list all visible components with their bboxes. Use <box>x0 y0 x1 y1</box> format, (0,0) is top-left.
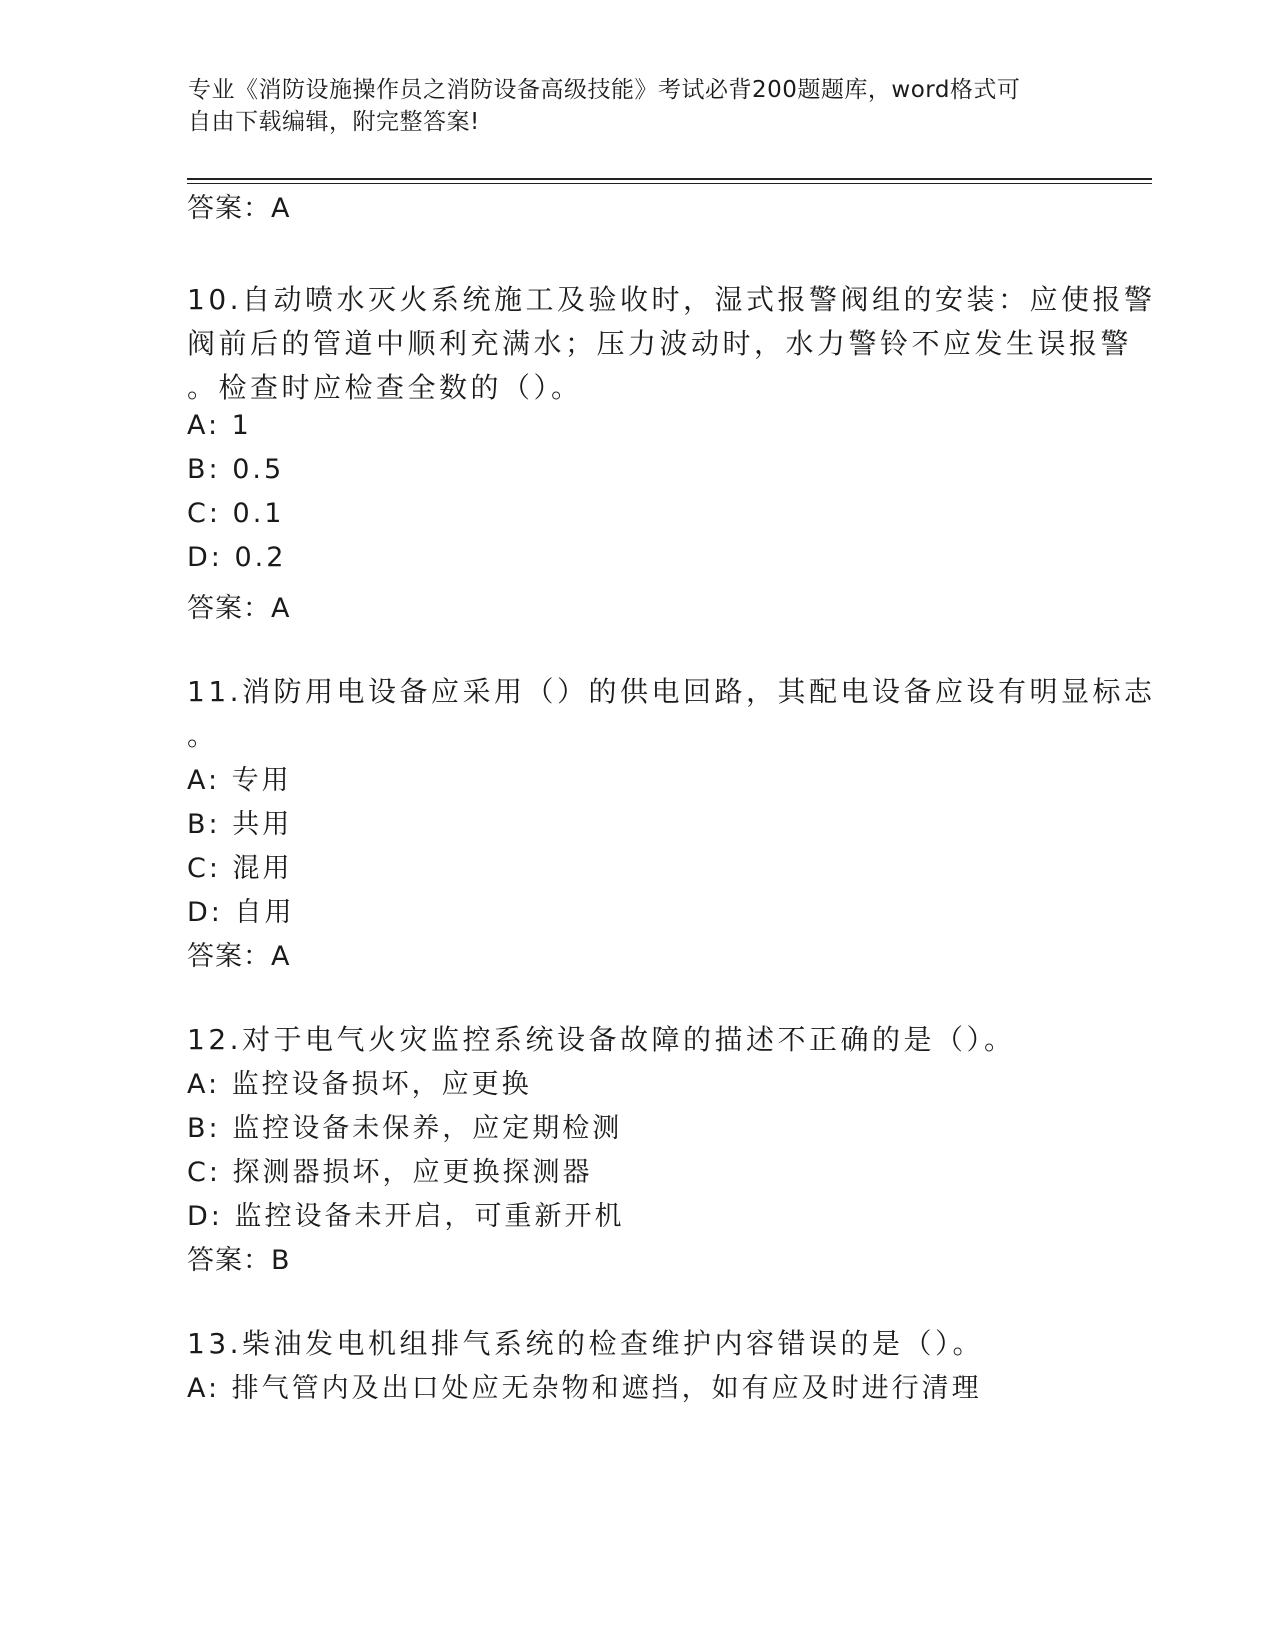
question-text-line: 11.消防用电设备应采用（）的供电回路，其配电设备应设有明显标志 <box>187 675 1156 708</box>
header-rule-thin <box>187 183 1152 184</box>
option-c: C: 混用 <box>187 853 293 884</box>
header-rule-thick <box>187 178 1152 180</box>
answer: 答案：A <box>187 593 291 624</box>
answer: 答案：B <box>187 1245 291 1276</box>
header-line-1: 专业《消防设施操作员之消防设备高级技能》考试必背200题题库，word格式可 <box>188 77 1021 103</box>
option-a: A: 排气管内及出口处应无杂物和遮挡，如有应及时进行清理 <box>187 1373 982 1404</box>
question-text-line: 12.对于电气火灾监控系统设备故障的描述不正确的是（）。 <box>187 1023 1016 1056</box>
question-text-line: 10.自动喷水灭火系统施工及验收时，湿式报警阀组的安装：应使报警 <box>187 283 1156 316</box>
answer: 答案：A <box>187 941 291 972</box>
option-d: D: 监控设备未开启，可重新开机 <box>187 1201 625 1232</box>
option-a: A: 1 <box>187 410 252 441</box>
previous-answer: 答案：A <box>187 193 291 224</box>
option-d: D: 自用 <box>187 897 295 928</box>
question-text-line: 13.柴油发电机组排气系统的检查维护内容错误的是（）。 <box>187 1327 985 1360</box>
option-d: D: 0.2 <box>187 542 287 573</box>
header-line-2: 自由下载编辑，附完整答案! <box>188 109 480 135</box>
option-c: C: 探测器损坏，应更换探测器 <box>187 1157 593 1188</box>
option-c: C: 0.1 <box>187 498 285 529</box>
question-text-line: 阀前后的管道中顺利充满水；压力波动时，水力警铃不应发生误报警 <box>187 327 1133 360</box>
option-a: A: 监控设备损坏，应更换 <box>187 1069 532 1100</box>
question-text-line: 。 <box>187 719 219 752</box>
question-text-line: 。检查时应检查全数的（）。 <box>187 371 583 404</box>
document-header <box>188 74 1088 138</box>
option-b: B: 监控设备未保养，应定期检测 <box>187 1113 623 1144</box>
option-b: B: 共用 <box>187 809 293 840</box>
option-b: B: 0.5 <box>187 454 285 485</box>
option-a: A: 专用 <box>187 765 292 796</box>
